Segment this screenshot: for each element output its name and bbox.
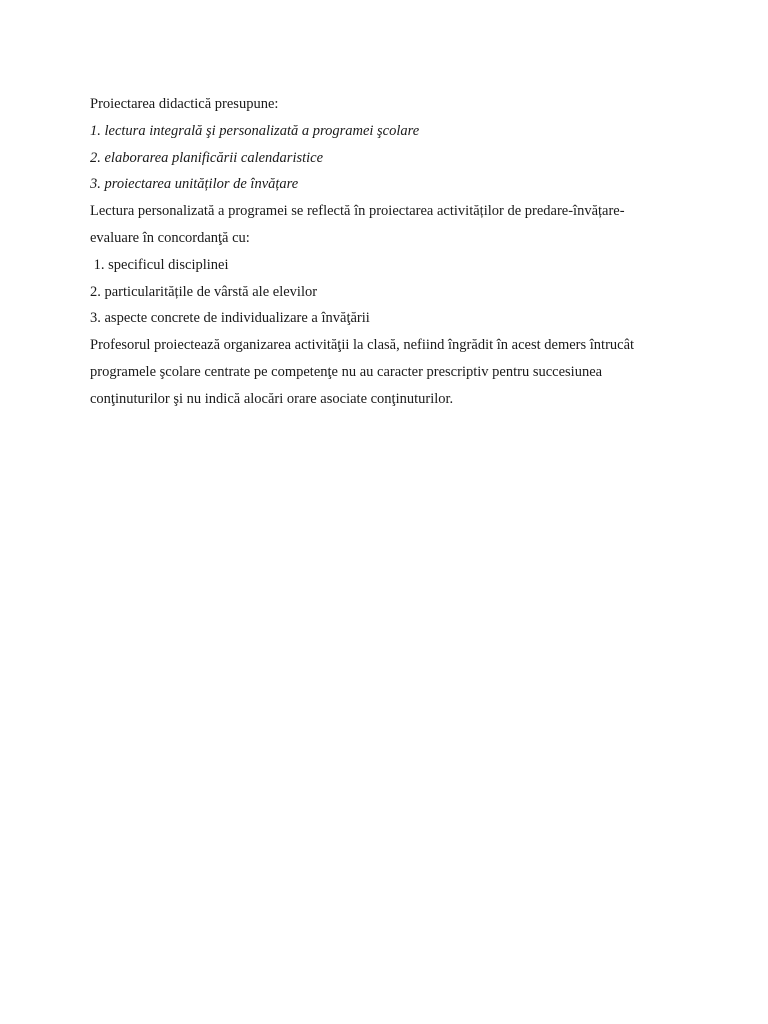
profesor-paragraph-line-3: conţinuturilor şi nu indică alocări orare asociate conţinuturilor. (90, 390, 454, 407)
concordance-item-2: 2. particularitățile de vârstă ale elevilor (90, 283, 318, 300)
profesor-paragraph-line-2: programele şcolare centrate pe competenţe nu au caracter prescriptiv pentru succesiunea (90, 363, 603, 380)
intro-text: Proiectarea didactică presupune: (90, 96, 279, 112)
step-item-1: 1. lectura integrală şi personalizată a programei şcolare (90, 122, 420, 139)
lectura-paragraph-line-1: Lectura personalizată a programei se reflectă în proiectarea activităților de predare-învățare- (90, 203, 625, 220)
lectura-paragraph-line-2: evaluare în concordanţă cu: (90, 229, 250, 246)
document-body (90, 91, 680, 413)
step-item-2: 2. elaborarea planificării calendaristice (90, 149, 324, 166)
concordance-item-3: 3. aspecte concrete de individualizare a învăţării (90, 310, 370, 327)
profesor-paragraph-line-1: Profesorul proiectează organizarea activităţii la clasă, nefiind îngrădit în acest demers întrucât (90, 337, 635, 354)
step-item-3: 3. proiectarea unităților de învățare (90, 176, 299, 193)
concordance-item-1: 1. specificul disciplinei (90, 256, 229, 273)
